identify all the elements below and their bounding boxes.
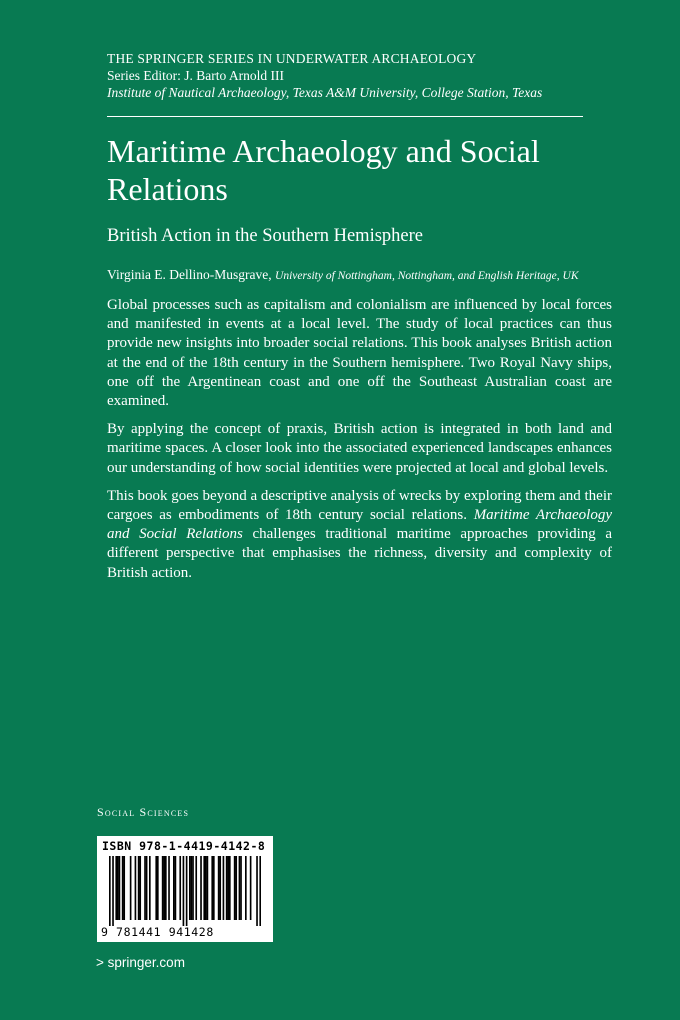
subject-category: Social Sciences: [97, 805, 190, 819]
book-subtitle: British Action in the Southern Hemisphere: [107, 226, 423, 246]
barcode-bar: [218, 856, 220, 920]
publisher-url: springer.com: [107, 955, 185, 970]
barcode-bar: [235, 856, 237, 920]
barcode-bar: [163, 856, 165, 920]
barcode-bar: [250, 856, 252, 920]
barcode-bar: [203, 856, 205, 920]
barcode-bar: [155, 856, 157, 920]
barcode-bar: [130, 856, 132, 920]
barcode-bar: [168, 856, 170, 920]
header-divider: [107, 116, 583, 117]
series-name: THE SPRINGER SERIES IN UNDERWATER ARCHAEOLOGY: [107, 51, 477, 66]
book-title-line-2: Relations: [107, 171, 228, 207]
barcode-bar: [109, 856, 111, 926]
barcode-bar: [191, 856, 193, 920]
publisher-website[interactable]: [96, 955, 185, 970]
barcode-bar: [123, 856, 125, 920]
barcode-bar: [195, 856, 197, 920]
arrow-icon: >: [96, 955, 104, 970]
barcode-bar: [117, 856, 119, 920]
ean-digits: 9 781441 941428: [101, 925, 214, 939]
author-name: Virginia E. Dellino-Musgrave,: [107, 267, 272, 282]
barcode-bar: [138, 856, 140, 920]
barcode-bar: [122, 856, 124, 920]
barcode-bar: [192, 856, 194, 920]
barcode-bar: [165, 856, 167, 920]
barcode-bar: [115, 856, 117, 920]
barcode-bar: [207, 856, 209, 920]
barcode-bar: [175, 856, 177, 920]
barcode-bar: [205, 856, 207, 920]
barcode-bar: [179, 856, 181, 920]
description-paragraph-1: Global processes such as capitalism and colonialism are influenced by local forces and manifested in events at a local level. The study of local practices can thus provide new insights into broader social relations. This book analyses British action at the end of the 18th century in the Southern hemisphere. Two Royal Navy ships, one off the Argentinean coast and one off the Southeast Australian coast are examined.: [107, 297, 612, 410]
barcode-bar: [259, 856, 261, 926]
barcode-bar: [240, 856, 242, 920]
description-paragraph-3-start: This book goes beyond a descriptive analysis of wrecks by exploring them and their cargoes as embodiments of 18th century social relations.: [107, 487, 612, 524]
isbn-label: ISBN 978-1-4419-4142-8: [102, 839, 266, 853]
description-paragraph-3: [107, 487, 612, 583]
barcode-bar: [239, 856, 241, 920]
description-book-title-italic: Maritime Archaeology and Social Relations: [107, 507, 612, 543]
barcode-bar: [157, 856, 159, 920]
barcode-bar: [200, 856, 202, 920]
book-description: [107, 296, 612, 592]
barcode-bar: [234, 856, 236, 920]
barcode-bar: [112, 856, 114, 926]
description-paragraph-3-end: challenges traditional maritime approaches providing a different perspective that emphasises the richness, diversity and complexity of British action.: [107, 526, 612, 581]
barcode-bar: [227, 856, 229, 920]
barcode-bars: [109, 856, 261, 926]
barcode-bar: [229, 856, 231, 920]
barcode-bar: [186, 856, 188, 926]
series-editor: Series Editor: J. Barto Arnold III: [107, 68, 284, 83]
book-title: [107, 132, 597, 208]
author-affiliation: University of Nottingham, Nottingham, and English Heritage, UK: [275, 270, 579, 282]
barcode-bar: [211, 856, 213, 920]
barcode-bar: [146, 856, 148, 920]
barcode-bar: [256, 856, 258, 926]
barcode-bar: [162, 856, 164, 920]
series-institute: Institute of Nautical Archaeology, Texas A&M University, College Station, Texas: [107, 85, 543, 100]
barcode-bar: [213, 856, 215, 920]
barcode-bar: [226, 856, 228, 920]
barcode-bar: [183, 856, 185, 926]
series-header: [107, 50, 587, 101]
barcode-bar: [135, 856, 137, 920]
barcode-bar: [139, 856, 141, 920]
barcode-bar: [219, 856, 221, 920]
barcode-bar: [189, 856, 191, 920]
isbn-barcode: [97, 836, 273, 942]
barcode-bar: [173, 856, 175, 920]
barcode-bar: [119, 856, 121, 920]
author-line: [107, 266, 597, 285]
barcode-bar: [223, 856, 225, 920]
barcode-bar: [149, 856, 151, 920]
description-paragraph-2: By applying the concept of praxis, British action is integrated in both land and maritime spaces. A closer look into the associated experienced landscapes enhances our understanding of how social identities were projected at local and global levels.: [107, 421, 612, 476]
barcode-bar: [144, 856, 146, 920]
barcode-bar: [245, 856, 247, 920]
book-title-line-1: Maritime Archaeology and Social: [107, 133, 540, 169]
